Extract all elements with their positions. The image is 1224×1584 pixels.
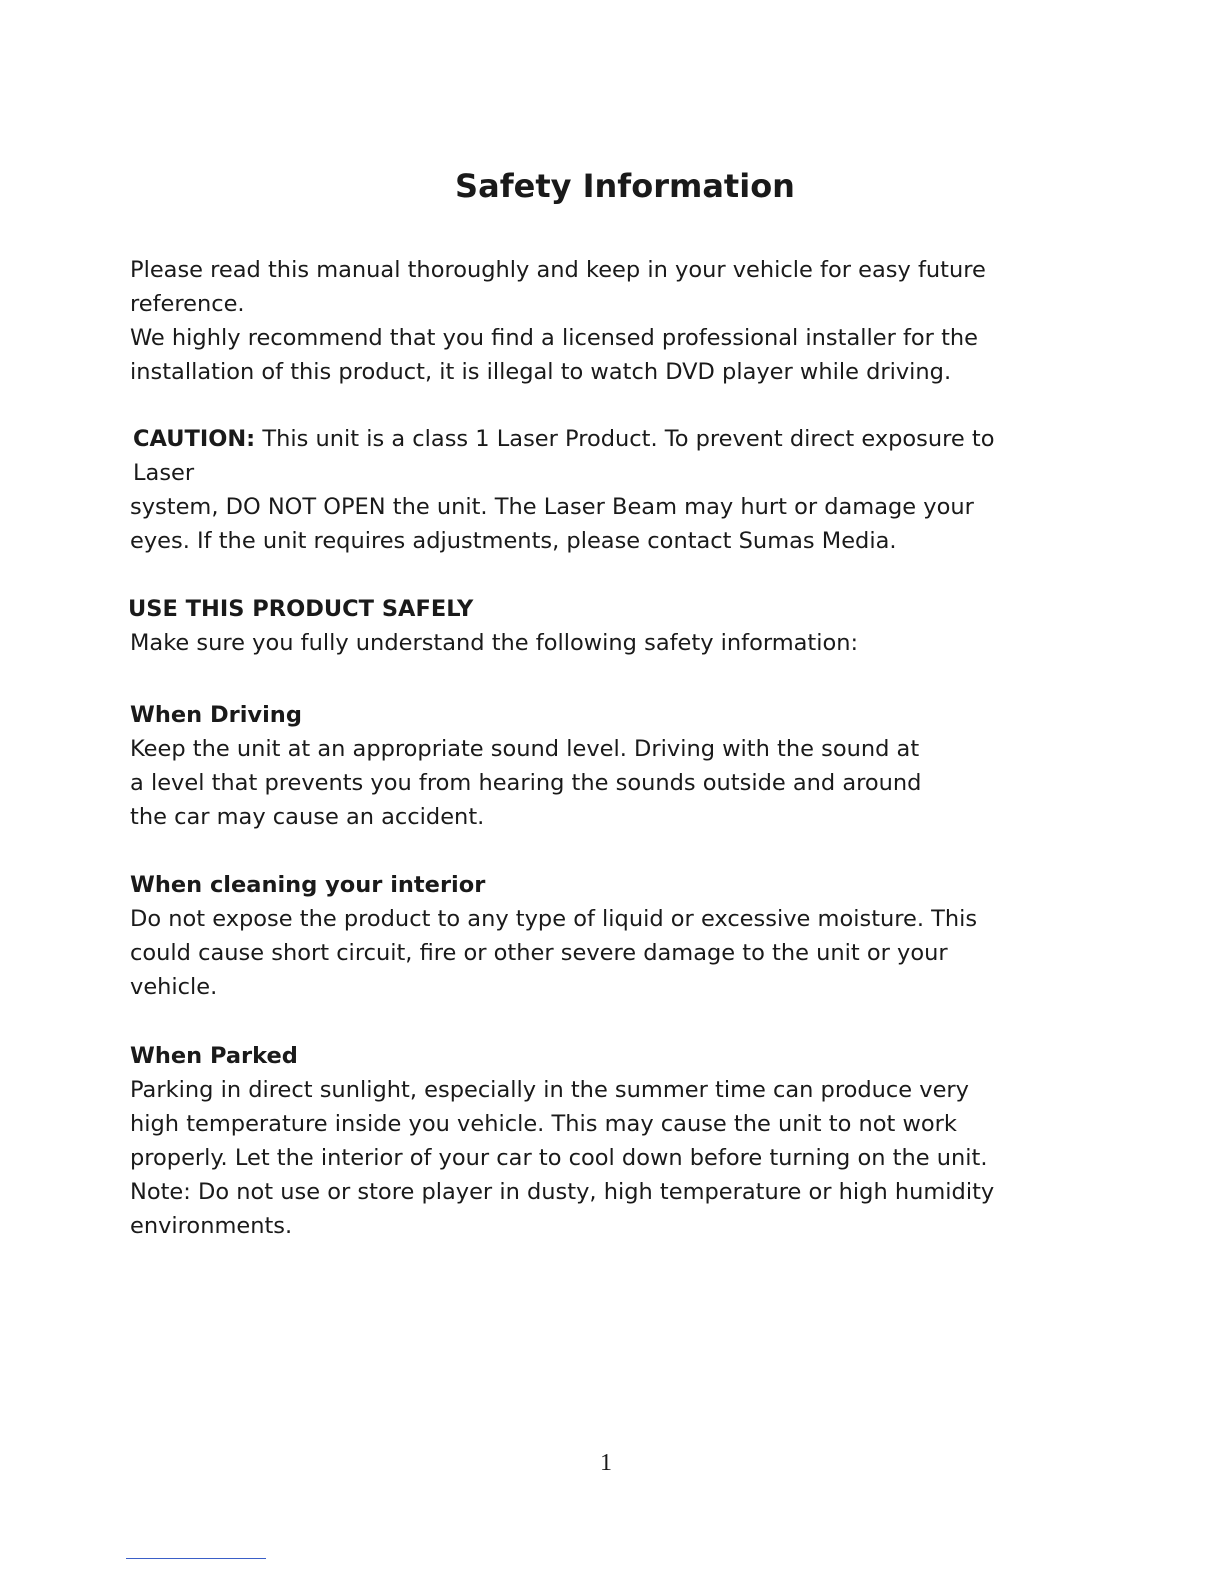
text-line: We highly recommend that you find a licensed professional installer for the [130, 325, 979, 351]
text-line [133, 422, 1093, 456]
text-line: vehicle. [130, 974, 218, 1000]
text-line: system, DO NOT OPEN the unit. The Laser Beam may hurt or damage your [130, 494, 974, 520]
use-safely-body [130, 626, 1090, 660]
text-line: could cause short circuit, fire or other severe damage to the unit or your [130, 940, 948, 966]
text-line: Please read this manual thoroughly and keep in your vehicle for easy future [130, 257, 986, 283]
footnote-divider [126, 1558, 266, 1559]
text-line: environments. [130, 1213, 293, 1239]
use-safely-section [128, 592, 1088, 626]
section-heading: USE THIS PRODUCT SAFELY [128, 596, 474, 622]
text-line: Make sure you fully understand the following safety information: [130, 630, 859, 656]
text-line: eyes. If the unit requires adjustments, please contact Sumas Media. [130, 528, 897, 554]
page-number: 1 [600, 1450, 612, 1476]
when-driving-section [130, 698, 1090, 834]
section-heading: When cleaning your interior [130, 872, 486, 898]
when-parked-section [130, 1039, 1090, 1243]
text-line: Parking in direct sunlight, especially in the summer time can produce very [130, 1077, 969, 1103]
text-line: Keep the unit at an appropriate sound level. Driving with the sound at [130, 736, 920, 762]
caution-text: This unit is a class 1 Laser Product. To prevent direct exposure to [255, 426, 995, 452]
text-line: Note: Do not use or store player in dusty, high temperature or high humidity [130, 1179, 995, 1205]
caution-label: CAUTION: [133, 426, 256, 452]
page-title: Safety Information [455, 167, 795, 205]
section-heading: When Parked [130, 1043, 298, 1069]
text-line: the car may cause an accident. [130, 804, 485, 830]
when-cleaning-section [130, 868, 1090, 1004]
text-line: high temperature inside you vehicle. This may cause the unit to not work [130, 1111, 957, 1137]
text-line: Laser [133, 460, 195, 486]
caution-continuation [130, 490, 1090, 558]
caution-paragraph [133, 422, 1093, 490]
text-line: a level that prevents you from hearing the sounds outside and around [130, 770, 922, 796]
text-line: Do not expose the product to any type of liquid or excessive moisture. This [130, 906, 978, 932]
text-line: reference. [130, 291, 245, 317]
section-heading: When Driving [130, 702, 302, 728]
text-line: properly. Let the interior of your car to cool down before turning on the unit. [130, 1145, 988, 1171]
intro-paragraph [130, 253, 1090, 389]
text-line: installation of this product, it is illegal to watch DVD player while driving. [130, 359, 952, 385]
